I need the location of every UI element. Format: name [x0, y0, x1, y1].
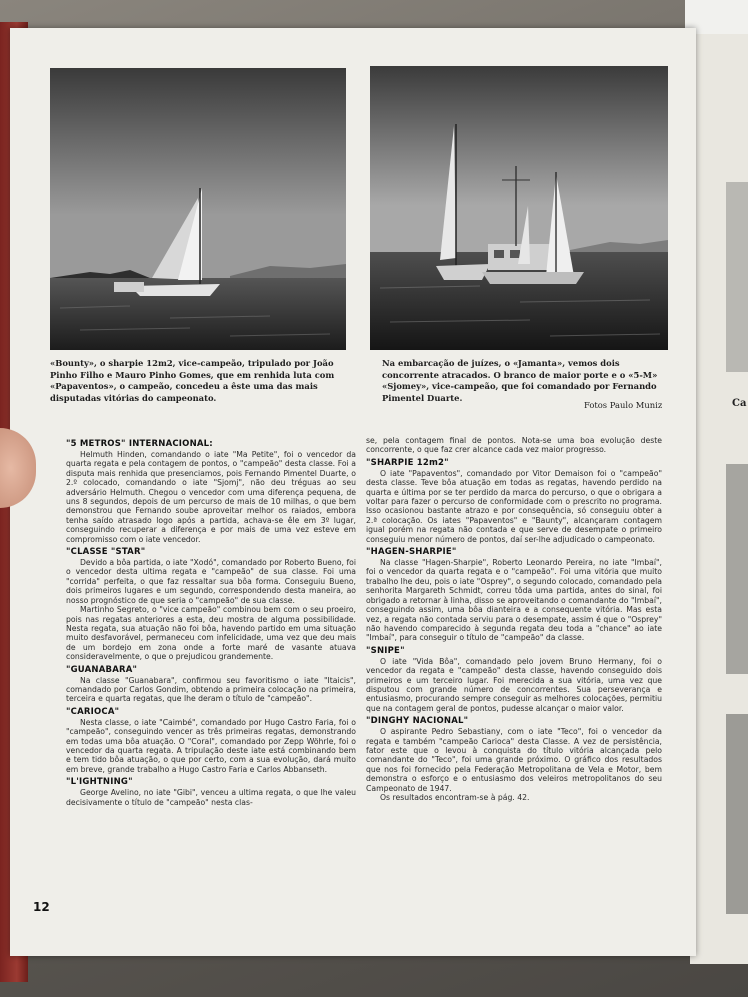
caption-left: «Bounty», o sharpie 12m2, vice-campeão, tripulado por João Pinho Filho e Mauro Pinho Gomes, que em renhida luta com «Papaventos», o campeão, concedeu a êste uma das mais disputadas vitórias do campeonato.: [50, 358, 335, 403]
paragraph: George Avelino, no iate "Gibi", venceu a ultima regata, o que lhe valeu decisivamente o título de "campeão" nesta clas-: [66, 788, 356, 807]
paragraph: se, pela contagem final de pontos. Nota-se uma boa evolução deste concorrente, o que faz crer alcance cada vez maior progresso.: [366, 436, 662, 455]
section-heading: "CARIOCA": [66, 706, 120, 717]
next-page-photo-3: [726, 714, 748, 914]
paragraph: Na classe "Hagen-Sharpie", Roberto Leonardo Pereira, no iate "Imbaí", foi o vencedor da quarta regata e o "campeão". Foi uma vitória que muito trabalho lhe deu, pois o iate "Osprey", o segundo colocado, comandado pela senhorita Margareth Schmidt, correu tôda uma partida, antes do sinal, foi obrigado a retornar à linha, disso se aproveitando o comandante do "Imbaí", conseguindo assim, uma bôa dianteira e a consequente vitória. Mas esta vez, a regata não contada serviu para o desempate, assim é que o "Osprey" não havendo comparecido à segunda regata deu toda a "chance" ao iate "Imbaí", para conseguir o título de "campeão" da classe.: [366, 558, 662, 643]
next-page-photo-2: [726, 464, 748, 674]
section-heading: "SHARPIE 12m2": [366, 457, 449, 468]
section-heading: "HAGEN-SHARPIE": [366, 547, 457, 558]
section-heading: "DINGHY NACIONAL": [366, 716, 469, 727]
text-column-left: [66, 436, 356, 807]
paragraph: O iate "Vida Bôa", comandado pelo jovem Bruno Hermany, foi o vencedor da regata e "campeão" desta classe, havendo conseguido dois primeiros e um terceiro lugar. Foi merecida a sua vitória, uma vez que disputou com grande número de concorrentes. Sua perseverança e entusiasmo, procurando sempre conseguir as melhores colocações, permitiu que na contagem geral de pontos, pudesse alcançar o maior valor.: [366, 656, 662, 713]
next-page-fragment: Ca: [732, 398, 747, 409]
paragraph: Nesta classe, o iate "Caimbé", comandado por Hugo Castro Faria, foi o "campeão", conseguindo vencer as três primeiras regatas, demonstrando em todas uma bôa atuação. O "Coral", comandado por Zepp Wöhrle, foi o vencedor da quarta regata. A tripulação deste iate está combinando bem e tem tido bôa atuação, o que por certo, com a sua evolução, dará muito em breve, grande trabalho a Hugo Castro Faria e Carlos Abbanseth.: [66, 717, 356, 774]
magazine-page: [10, 28, 696, 956]
paragraph: O iate "Papaventos", comandado por Vitor Demaison foi o "campeão" desta classe. Teve bôa atuação em todas as regatas, havendo perdido na quarta e última por se ter perdido da marca do percurso, o que o obrigara a voltar para fazer o percurso de conformidade com o prescrito no programa. Isso ocasionou bastante atrazo e por consequência, só conseguiu obter a 2.ª colocação. Os iates "Papaventos" e "Baunty", alcançaram contagem igual porém na regata não contada e que serve de desempate o primeiro conseguiu menor número de pontos, daí ser-lhe adjudicado o campeonato.: [366, 468, 662, 544]
paragraph: Devido a bôa partida, o iate "Xodó", comandado por Roberto Bueno, foi o vencedor desta ultima regata e "campeão" de sua classe. Foi uma "corrida" perfeita, o que faz ressaltar sua bôa forma. Conseguiu Bueno, dois primeiros lugares e um segundo, correspondendo desta maneira, ao nosso prognóstico de que seria o "campeão" de sua classe.: [66, 558, 356, 605]
section-heading: "CLASSE "STAR": [66, 547, 146, 558]
photo-credit: Fotos Paulo Muniz: [584, 400, 663, 410]
photo-jamanta: [370, 66, 668, 350]
paragraph: Helmuth Hinden, comandando o iate "Ma Petite", foi o vencedor da quarta regata e pela contagem de pontos, o "campeão" desta classe. Foi a disputa mais renhida que presenciamos, pois Fernando Pimentel Duarte, o 2.º colocado, comandando o iate "Sjomj", não deu tréguas ao seu adversário Helmuth. Chegou o vencedor com uma diferença pequena, de uns 8 segundos, depois de um percurso de mais de 10 milhas, o que bem demonstrou que Fernando soube aproveitar melhor os raiados, embora tenha saído atrasado logo após a partida, achava-se êle em 3º lugar, conseguindo recuperar a diferença e por mais de uma vez esteve em compromisso com o iate vencedor.: [66, 450, 356, 544]
next-page-photo-1: [726, 182, 748, 372]
section-heading: "L'IGHTNING": [66, 777, 133, 788]
paragraph: Os resultados encontram-se à pág. 42.: [380, 793, 530, 802]
caption-right: Na embarcação de juízes, o «Jamanta», vemos dois concorrente atracados. O branco de maior porte e o «5-M» «Sjomey», vice-campeão, que foi comandado por Fernando Pimentel Duarte.: [382, 358, 658, 403]
paragraph: Martinho Segreto, o "vice campeão" combinou bem com o seu proeiro, pois nas regatas anteriores a esta, deu mostra de alguma possibilidade. Nesta regata, sua atuação não foi bôa, havendo partido em uma situação muito desfavorável, permaneceu com infelicidade, uma vez que deu mais de um bordejo em zona onde a forte maré de vasante atuava consideravelmente, o que o prejudicou grandemente.: [66, 605, 356, 662]
paragraph: O aspirante Pedro Sebastiany, com o iate "Teco", foi o vencedor da regata e também "campeão Carioca" desta Classe. A vez de persistência, fator este que o levou à conquista do título vitória alcançada pelo comandante do "Teco", foi uma grande próximo. O gráfico dos resultados que nos foi fornecido pela Federação Metropolitana de Vela e Motor, bem demonstra o esforço e o entusiasmo dos veleiros metropolitanos do seu Campeonato de 1947.: [366, 727, 662, 793]
section-heading: "5 METROS" INTERNACIONAL:: [66, 439, 213, 449]
section-heading: "SNIPE": [366, 645, 405, 656]
text-column-right: [366, 436, 662, 802]
section-heading: "GUANABARA": [66, 664, 138, 675]
photo-bounty: [50, 68, 346, 350]
next-page-edge: [690, 34, 748, 964]
page-number: 12: [33, 900, 50, 914]
paragraph: Na classe "Guanabara", confirmou seu favoritismo o iate "Itaicis", comandado por Carlos Gondim, obtendo a primeira colocação na primeira, terceira e quarta regatas, que lhe deram o título de "campeão".: [66, 675, 356, 704]
